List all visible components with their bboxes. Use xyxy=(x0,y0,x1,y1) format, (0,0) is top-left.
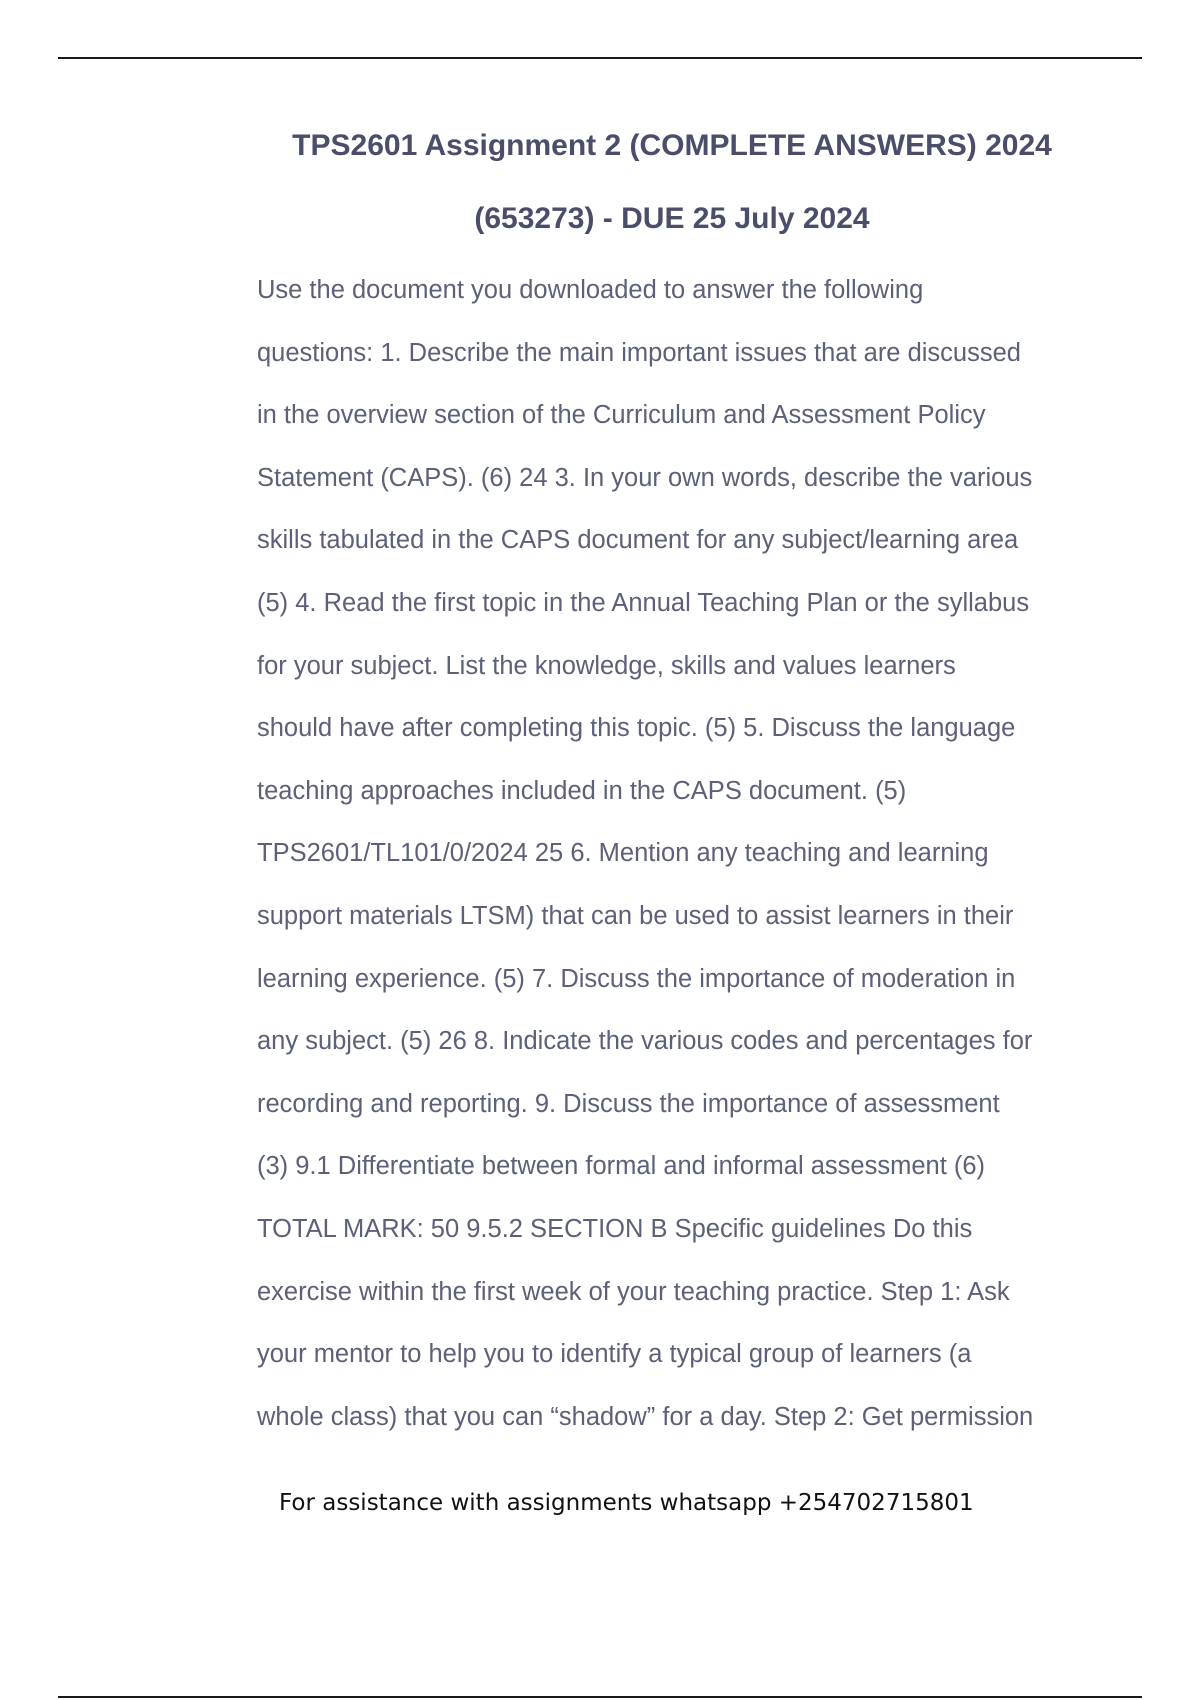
title-line-1: TPS2601 Assignment 2 (COMPLETE ANSWERS) 2024 xyxy=(292,129,1052,162)
title-line-2: (653273) - DUE 25 July 2024 xyxy=(474,202,870,235)
body-line: whole class) that you can “shadow” for a day. Step 2: Get permission xyxy=(257,1402,1034,1431)
body-line: TOTAL MARK: 50 9.5.2 SECTION B Specific guidelines Do this xyxy=(257,1214,973,1243)
contact-note: For assistance with assignments whatsapp +254702715801 xyxy=(279,1490,974,1516)
body-line: (5) 4. Read the first topic in the Annual Teaching Plan or the syllabus xyxy=(257,588,1030,617)
body-line: Statement (CAPS). (6) 24 3. In your own words, describe the various xyxy=(257,463,1033,492)
body-line: recording and reporting. 9. Discuss the importance of assessment xyxy=(257,1089,1000,1118)
document-page xyxy=(257,128,1087,1448)
top-rule xyxy=(58,57,1142,59)
body-line: for your subject. List the knowledge, skills and values learners xyxy=(257,651,956,680)
body-line: skills tabulated in the CAPS document for any subject/learning area xyxy=(257,526,1019,555)
document-body xyxy=(257,259,1087,1448)
body-line: questions: 1. Describe the main important issues that are discussed xyxy=(257,338,1021,367)
body-line: in the overview section of the Curriculum and Assessment Policy xyxy=(257,401,986,430)
body-line: exercise within the first week of your teaching practice. Step 1: Ask xyxy=(257,1277,1010,1306)
body-line: any subject. (5) 26 8. Indicate the various codes and percentages for xyxy=(257,1027,1033,1056)
body-line: support materials LTSM) that can be used to assist learners in their xyxy=(257,901,1014,930)
body-line: (3) 9.1 Differentiate between formal and informal assessment (6) xyxy=(257,1152,986,1181)
body-line: teaching approaches included in the CAPS document. (5) xyxy=(257,776,907,805)
body-line: your mentor to help you to identify a typical group of learners (a xyxy=(257,1340,972,1369)
body-line: TPS2601/TL101/0/2024 25 6. Mention any teaching and learning xyxy=(257,839,989,868)
body-line: should have after completing this topic. (5) 5. Discuss the language xyxy=(257,714,1016,743)
document-title xyxy=(257,128,1087,237)
body-line: learning experience. (5) 7. Discuss the importance of moderation in xyxy=(257,964,1016,993)
body-line: Use the document you downloaded to answer the following xyxy=(257,276,924,304)
bottom-rule xyxy=(58,1696,1142,1698)
